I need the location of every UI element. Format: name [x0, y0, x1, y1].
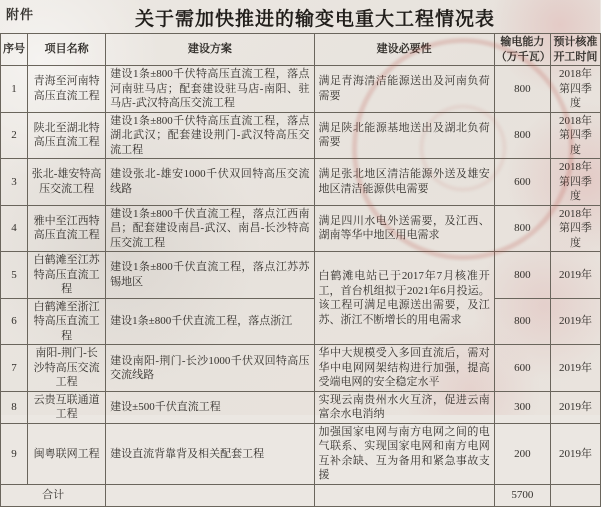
cell-necessity: 满足张北地区清洁能源外送及雄安地区清洁能源供电需要 — [314, 159, 494, 206]
col-header-capacity: 输电能力（万千瓦） — [494, 34, 550, 66]
cell-no: 2 — [1, 112, 28, 159]
cell-project-name: 闽粤联网工程 — [28, 423, 106, 484]
attachment-label: 附件 — [6, 7, 35, 22]
cell-necessity: 实现云南贵州水火互济，促进云南富余水电消纳 — [314, 391, 494, 423]
total-label: 合计 — [1, 484, 106, 506]
col-header-name: 项目名称 — [28, 34, 106, 66]
cell-project-name: 张北-雄安特高压交流工程 — [28, 159, 106, 206]
cell-plan: 建设直流背靠背及相关配套工程 — [106, 423, 314, 484]
header-row — [1, 34, 601, 66]
table-row — [1, 252, 601, 299]
table-row — [1, 345, 601, 392]
cell-necessity: 加强国家电网与南方电网之间的电气联系、实现国家电网和南方电网互补余缺、互为备用和紧急事故支援 — [314, 423, 494, 484]
cell-capacity: 800 — [494, 298, 550, 345]
cell-no: 6 — [1, 298, 28, 345]
cell-capacity: 300 — [494, 391, 550, 423]
cell-time: 2018年第四季度 — [550, 205, 600, 252]
total-time-empty — [550, 484, 600, 506]
cell-project-name: 青海至河南特高压直流工程 — [28, 66, 106, 113]
col-header-necessity: 建设必要性 — [314, 34, 494, 66]
cell-capacity: 600 — [494, 159, 550, 206]
cell-necessity-merged: 白鹤滩电站已于2017年7月核准开工，首台机组拟于2021年6月投运。该工程可满足电源送出需要，及江苏、浙江不断增长的用电需求 — [314, 252, 494, 345]
cell-capacity: 800 — [494, 252, 550, 299]
cell-project-name: 陕北至湖北特高压直流工程 — [28, 112, 106, 159]
cell-plan: 建设1条±800千伏直流工程，落点江西南昌；配套建设南昌-武汉、南昌-长沙特高压交流工程 — [106, 205, 314, 252]
cell-no: 3 — [1, 159, 28, 206]
page-title: 关于需加快推进的输变电重大工程情况表 — [134, 9, 495, 30]
cell-no: 5 — [1, 252, 28, 299]
cell-time: 2019年 — [550, 252, 600, 299]
cell-capacity: 600 — [494, 345, 550, 392]
cell-time: 2019年 — [550, 391, 600, 423]
total-plan-empty — [106, 484, 314, 506]
total-row — [1, 484, 601, 506]
cell-project-name: 雅中至江西特高压直流工程 — [28, 205, 106, 252]
cell-plan: 建设1条±800千伏直流工程，落点江苏苏锡地区 — [106, 252, 314, 299]
cell-no: 7 — [1, 345, 28, 392]
cell-necessity: 满足陕北能源基地送出及湖北负荷需要 — [314, 112, 494, 159]
cell-plan: 建设南阳-荆门-长沙1000千伏双回特高压交流线路 — [106, 345, 314, 392]
cell-time: 2018年第四季度 — [550, 159, 600, 206]
cell-capacity: 800 — [494, 205, 550, 252]
cell-time: 2019年 — [550, 423, 600, 484]
table-row — [1, 391, 601, 423]
cell-plan: 建设张北-雄安1000千伏双回特高压交流线路 — [106, 159, 314, 206]
cell-necessity: 满足四川水电外送需要，及江西、湖南等华中地区用电需求 — [314, 205, 494, 252]
cell-necessity: 华中大规模受入多回直流后，需对华中电网网架结构进行加强，提高受端电网的安全稳定水平 — [314, 345, 494, 392]
cell-project-name: 白鹤滩至浙江特高压直流工程 — [28, 298, 106, 345]
col-header-plan: 建设方案 — [106, 34, 314, 66]
cell-plan: 建设1条±800千伏直流工程，落点浙江 — [106, 298, 314, 345]
col-header-no: 序号 — [1, 34, 28, 66]
cell-project-name: 南阳-荆门-长沙特高压交流工程 — [28, 345, 106, 392]
table-row — [1, 205, 601, 252]
cell-project-name: 云贵互联通道工程 — [28, 391, 106, 423]
cell-plan: 建设±500千伏直流工程 — [106, 391, 314, 423]
table-row — [1, 298, 601, 345]
cell-no: 1 — [1, 66, 28, 113]
cell-time: 2018年第四季度 — [550, 66, 600, 113]
table-row — [1, 423, 601, 484]
cell-no: 8 — [1, 391, 28, 423]
cell-capacity: 200 — [494, 423, 550, 484]
total-necessity-empty — [314, 484, 494, 506]
cell-project-name: 白鹤滩至江苏特高压直流工程 — [28, 252, 106, 299]
cell-time: 2018年第四季度 — [550, 112, 600, 159]
cell-capacity: 800 — [494, 66, 550, 113]
cell-necessity: 满足青海清洁能源送出及河南负荷需要 — [314, 66, 494, 113]
cell-plan: 建设1条±800千伏特高压直流工程，落点湖北武汉；配套建设荆门-武汉特高压交流工程 — [106, 112, 314, 159]
cell-no: 4 — [1, 205, 28, 252]
table-row — [1, 66, 601, 113]
projects-table — [0, 33, 601, 507]
cell-no: 9 — [1, 423, 28, 484]
cell-plan: 建设1条±800千伏特高压直流工程，落点河南驻马店；配套建设驻马店-南阳、驻马店-武汉特高压交流工程 — [106, 66, 314, 113]
cell-time: 2019年 — [550, 345, 600, 392]
cell-time: 2019年 — [550, 298, 600, 345]
cell-capacity: 800 — [494, 112, 550, 159]
table-row — [1, 112, 601, 159]
table-row — [1, 159, 601, 206]
total-capacity: 5700 — [494, 484, 550, 506]
col-header-time: 预计核准开工时间 — [550, 34, 600, 66]
